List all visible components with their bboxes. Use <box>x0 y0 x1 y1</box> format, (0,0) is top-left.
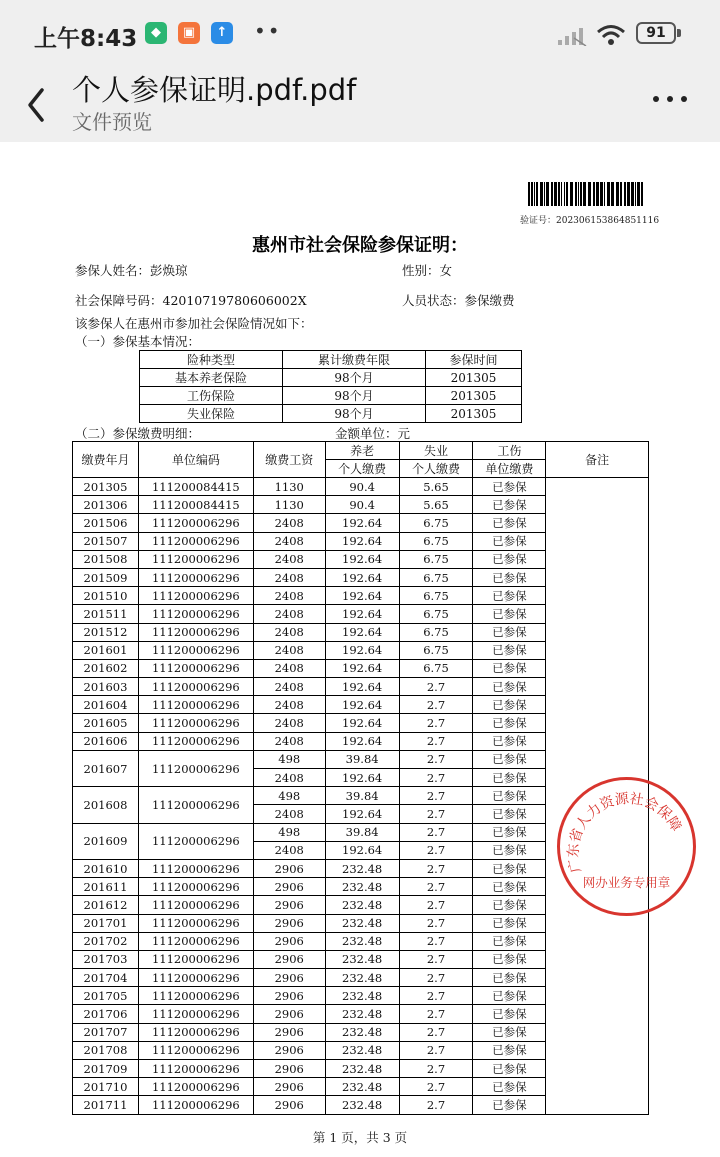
cell-month: 201704 <box>73 969 139 987</box>
cell-month: 201611 <box>73 878 139 896</box>
barcode-bar <box>536 182 538 206</box>
cell-injury: 已参保 <box>473 896 546 914</box>
barcode-bar <box>607 182 610 206</box>
cell-wage: 2906 <box>253 969 325 987</box>
col-header-pension: 养老 <box>325 442 399 460</box>
basic-cell: 201305 <box>426 405 522 423</box>
cell-unemployment: 2.7 <box>399 714 473 732</box>
cell-unit-code: 111200006296 <box>138 532 253 550</box>
cell-pension: 232.48 <box>325 896 399 914</box>
amount-unit: 金额单位：元 <box>335 426 411 441</box>
barcode-bar <box>637 182 640 206</box>
cell-month: 201605 <box>73 714 139 732</box>
barcode-bar <box>624 182 626 206</box>
basic-cell: 失业保险 <box>140 405 283 423</box>
cell-unit-code: 111200006296 <box>138 714 253 732</box>
cell-pension: 192.64 <box>325 641 399 659</box>
cell-month: 201306 <box>73 496 139 514</box>
cell-injury: 已参保 <box>473 550 546 568</box>
barcode-bar <box>583 182 586 206</box>
cell-month: 201508 <box>73 550 139 568</box>
cell-pension: 232.48 <box>325 1060 399 1078</box>
cell-pension: 192.64 <box>325 550 399 568</box>
basic-cell: 98个月 <box>283 369 426 387</box>
section-detail-heading: （二）参保缴费明细： <box>75 426 201 441</box>
more-options-icon[interactable] <box>650 84 690 114</box>
cell-month: 201511 <box>73 605 139 623</box>
cell-pension: 232.48 <box>325 1023 399 1041</box>
cell-wage: 498 <box>253 823 325 841</box>
barcode-bar <box>620 182 622 206</box>
barcode-bar <box>575 182 577 206</box>
cell-unemployment: 2.7 <box>399 841 473 859</box>
cell-injury: 已参保 <box>473 1078 546 1096</box>
cell-unit-code: 111200006296 <box>138 914 253 932</box>
cell-pension: 232.48 <box>325 950 399 968</box>
cell-pension: 232.48 <box>325 1078 399 1096</box>
cell-unemployment: 2.7 <box>399 805 473 823</box>
cell-injury: 已参保 <box>473 787 546 805</box>
cell-wage: 2906 <box>253 859 325 877</box>
battery-icon: 91 <box>636 22 676 44</box>
cell-month: 201705 <box>73 987 139 1005</box>
page-number: 第 1 页，共 3 页 <box>312 1130 408 1145</box>
barcode-bar <box>554 182 557 206</box>
cell-unemployment: 6.75 <box>399 605 473 623</box>
cell-wage: 2408 <box>253 696 325 714</box>
cell-unemployment: 2.7 <box>399 896 473 914</box>
svg-text:广东省人力资源社会保障: 广东省人力资源社会保障 <box>565 790 685 875</box>
cell-pension: 232.48 <box>325 878 399 896</box>
cell-pension: 232.48 <box>325 914 399 932</box>
cell-unemployment: 2.7 <box>399 1023 473 1041</box>
cell-pension: 90.4 <box>325 496 399 514</box>
file-title: 个人参保证明.pdf.pdf <box>72 73 357 107</box>
cell-pension: 39.84 <box>325 823 399 841</box>
cell-unit-code: 111200006296 <box>138 750 253 786</box>
cell-month: 201305 <box>73 478 139 496</box>
cell-unemployment: 2.7 <box>399 950 473 968</box>
cell-wage: 2906 <box>253 1078 325 1096</box>
cell-pension: 192.64 <box>325 605 399 623</box>
cell-month: 201506 <box>73 514 139 532</box>
status-time: 上午8:43 <box>34 26 138 52</box>
cell-pension: 39.84 <box>325 750 399 768</box>
cell-unemployment: 6.75 <box>399 623 473 641</box>
cell-month: 201607 <box>73 750 139 786</box>
cell-injury: 已参保 <box>473 1060 546 1078</box>
social-security-number: 社会保障号码：42010719780606002X <box>75 293 307 308</box>
cell-injury: 已参保 <box>473 987 546 1005</box>
basic-header-row <box>140 351 522 369</box>
cell-wage: 2906 <box>253 1041 325 1059</box>
barcode-bar <box>561 182 562 206</box>
cell-unit-code: 111200006296 <box>138 641 253 659</box>
barcode-bar <box>564 182 565 206</box>
cell-pension: 232.48 <box>325 1041 399 1059</box>
basic-col-header: 参保时间 <box>426 351 522 369</box>
cell-unemployment: 6.75 <box>399 550 473 568</box>
cell-month: 201512 <box>73 623 139 641</box>
basic-cell: 201305 <box>426 387 522 405</box>
cell-unemployment: 2.7 <box>399 1060 473 1078</box>
col-subheader-pension: 个人缴费 <box>325 460 399 478</box>
cell-wage: 2408 <box>253 805 325 823</box>
cell-unit-code: 111200006296 <box>138 1078 253 1096</box>
cell-wage: 1130 <box>253 496 325 514</box>
cell-unemployment: 6.75 <box>399 532 473 550</box>
verification-code: 验证号：20230615386485111​6 <box>520 216 660 226</box>
cell-unit-code: 111200006296 <box>138 950 253 968</box>
cell-wage: 2408 <box>253 769 325 787</box>
cell-unit-code: 111200006296 <box>138 605 253 623</box>
cell-injury: 已参保 <box>473 659 546 677</box>
basic-cell: 98个月 <box>283 405 426 423</box>
status-bar <box>0 0 720 70</box>
basic-row <box>140 405 522 423</box>
cell-unit-code: 111200006296 <box>138 969 253 987</box>
col-header-unemployment: 失业 <box>399 442 473 460</box>
cell-injury: 已参保 <box>473 587 546 605</box>
basic-row <box>140 387 522 405</box>
cell-wage: 2906 <box>253 878 325 896</box>
cell-injury: 已参保 <box>473 805 546 823</box>
cell-wage: 2906 <box>253 1060 325 1078</box>
cell-injury: 已参保 <box>473 605 546 623</box>
upload-app-icon: ↑ <box>211 22 233 44</box>
cell-unit-code: 111200006296 <box>138 1096 253 1114</box>
cell-pension: 39.84 <box>325 787 399 805</box>
insured-name: 参保人姓名：彭焕琼 <box>75 263 188 278</box>
cell-unemployment: 2.7 <box>399 750 473 768</box>
cell-unemployment: 6.75 <box>399 659 473 677</box>
cell-injury: 已参保 <box>473 1041 546 1059</box>
cell-pension: 192.64 <box>325 623 399 641</box>
cell-injury: 已参保 <box>473 1023 546 1041</box>
cell-unit-code: 111200006296 <box>138 696 253 714</box>
barcode-bar <box>596 182 599 206</box>
cell-unemployment: 2.7 <box>399 732 473 750</box>
barcode-bar <box>627 182 630 206</box>
document-title: 惠州市社会保险参保证明： <box>252 235 468 256</box>
cell-month: 201608 <box>73 787 139 823</box>
cell-unit-code: 111200084415 <box>138 496 253 514</box>
intro-text: 该参保人在惠州市参加社会保险情况如下： <box>75 316 313 331</box>
cell-wage: 2408 <box>253 623 325 641</box>
barcode-bar <box>558 182 560 206</box>
cell-wage: 2408 <box>253 732 325 750</box>
cell-pension: 232.48 <box>325 969 399 987</box>
barcode-bar <box>531 182 533 206</box>
col-header-wage: 缴费工资 <box>253 442 325 478</box>
cell-injury: 已参保 <box>473 750 546 768</box>
barcode-bar <box>593 182 595 206</box>
cell-injury: 已参保 <box>473 478 546 496</box>
cell-unit-code: 111200006296 <box>138 514 253 532</box>
shield-app-icon: ◆ <box>145 22 167 44</box>
cell-unit-code: 111200006296 <box>138 932 253 950</box>
cell-wage: 1130 <box>253 478 325 496</box>
cell-injury: 已参保 <box>473 841 546 859</box>
cell-injury: 已参保 <box>473 1005 546 1023</box>
cell-unit-code: 111200006296 <box>138 678 253 696</box>
cell-wage: 2408 <box>253 605 325 623</box>
cell-unemployment: 6.75 <box>399 641 473 659</box>
barcode-bar <box>580 182 582 206</box>
cell-pension: 192.64 <box>325 659 399 677</box>
cell-pension: 232.48 <box>325 859 399 877</box>
cell-wage: 2906 <box>253 1023 325 1041</box>
col-header-injury: 工伤 <box>473 442 546 460</box>
cell-wage: 498 <box>253 787 325 805</box>
cell-month: 201602 <box>73 659 139 677</box>
top-app-bar <box>0 70 720 142</box>
cell-unemployment: 6.75 <box>399 568 473 586</box>
basic-col-header: 险种类型 <box>140 351 283 369</box>
cell-pension: 192.64 <box>325 696 399 714</box>
cell-unit-code: 111200006296 <box>138 1005 253 1023</box>
cell-pension: 232.48 <box>325 987 399 1005</box>
cell-unemployment: 2.7 <box>399 987 473 1005</box>
svg-text:网办业务专用章: 网办业务专用章 <box>582 875 671 890</box>
cell-unit-code: 111200006296 <box>138 1023 253 1041</box>
cell-month: 201507 <box>73 532 139 550</box>
cell-injury: 已参保 <box>473 568 546 586</box>
cell-wage: 2408 <box>253 514 325 532</box>
section-basic-heading: （一）参保基本情况： <box>75 334 201 349</box>
cell-injury: 已参保 <box>473 769 546 787</box>
cell-unemployment: 2.7 <box>399 932 473 950</box>
barcode-bar <box>616 182 619 206</box>
cell-month: 201609 <box>73 823 139 859</box>
barcode-bar <box>641 182 643 206</box>
cell-unemployment: 5.65 <box>399 478 473 496</box>
cell-wage: 2408 <box>253 550 325 568</box>
cell-unemployment: 6.75 <box>399 514 473 532</box>
cell-pension: 192.64 <box>325 678 399 696</box>
cell-unemployment: 2.7 <box>399 823 473 841</box>
barcode-bar <box>631 182 634 206</box>
cell-month: 201709 <box>73 1060 139 1078</box>
barcode-bar <box>546 182 549 206</box>
cell-injury: 已参保 <box>473 932 546 950</box>
col-header-month: 缴费年月 <box>73 442 139 478</box>
cell-month: 201606 <box>73 732 139 750</box>
barcode <box>528 182 645 206</box>
cell-unit-code: 111200084415 <box>138 478 253 496</box>
cell-month: 201509 <box>73 568 139 586</box>
cell-unit-code: 111200006296 <box>138 787 253 823</box>
cell-unit-code: 111200006296 <box>138 823 253 859</box>
barcode-bar <box>604 182 605 206</box>
table-row <box>73 478 649 496</box>
cell-injury: 已参保 <box>473 859 546 877</box>
cell-unit-code: 111200006296 <box>138 568 253 586</box>
cell-unemployment: 2.7 <box>399 696 473 714</box>
cell-pension: 192.64 <box>325 568 399 586</box>
basic-cell: 基本养老保险 <box>140 369 283 387</box>
cell-injury: 已参保 <box>473 914 546 932</box>
cell-month: 201701 <box>73 914 139 932</box>
cell-pension: 192.64 <box>325 714 399 732</box>
cell-pension: 90.4 <box>325 478 399 496</box>
cell-unit-code: 111200006296 <box>138 550 253 568</box>
cell-month: 201702 <box>73 932 139 950</box>
cell-wage: 2408 <box>253 532 325 550</box>
cell-wage: 2408 <box>253 659 325 677</box>
col-subheader-unemployment: 个人缴费 <box>399 460 473 478</box>
cell-month: 201603 <box>73 678 139 696</box>
battery-tip <box>677 29 681 37</box>
basic-row <box>140 369 522 387</box>
cell-month: 201711 <box>73 1096 139 1114</box>
cell-wage: 2408 <box>253 841 325 859</box>
cell-wage: 498 <box>253 750 325 768</box>
signal-icon <box>556 26 588 46</box>
cell-wage: 2408 <box>253 587 325 605</box>
cell-unit-code: 111200006296 <box>138 587 253 605</box>
cell-injury: 已参保 <box>473 696 546 714</box>
cell-wage: 2408 <box>253 678 325 696</box>
cell-injury: 已参保 <box>473 1096 546 1114</box>
cell-wage: 2906 <box>253 914 325 932</box>
cell-pension: 192.64 <box>325 514 399 532</box>
cell-month: 201604 <box>73 696 139 714</box>
cell-injury: 已参保 <box>473 732 546 750</box>
col-header-remark: 备注 <box>546 442 649 478</box>
cell-pension: 192.64 <box>325 841 399 859</box>
wifi-icon <box>596 24 626 46</box>
cell-month: 201710 <box>73 1078 139 1096</box>
cell-unemployment: 2.7 <box>399 1005 473 1023</box>
cell-month: 201706 <box>73 1005 139 1023</box>
cell-month: 201707 <box>73 1023 139 1041</box>
cell-unemployment: 5.65 <box>399 496 473 514</box>
cell-unit-code: 111200006296 <box>138 1041 253 1059</box>
cell-unemployment: 2.7 <box>399 769 473 787</box>
cell-unit-code: 111200006296 <box>138 896 253 914</box>
basic-cell: 98个月 <box>283 387 426 405</box>
cell-month: 201601 <box>73 641 139 659</box>
file-preview-label: 文件预览 <box>72 110 152 134</box>
cell-month: 201510 <box>73 587 139 605</box>
more-notifications-icon: •• <box>254 19 282 43</box>
back-arrow-icon[interactable] <box>22 78 52 128</box>
cell-wage: 2906 <box>253 950 325 968</box>
detail-header-row <box>73 442 649 460</box>
cell-pension: 192.64 <box>325 532 399 550</box>
cell-injury: 已参保 <box>473 878 546 896</box>
cell-injury: 已参保 <box>473 950 546 968</box>
official-seal-stamp <box>555 775 698 918</box>
cell-wage: 2408 <box>253 714 325 732</box>
basic-insurance-table <box>139 350 522 423</box>
cell-month: 201703 <box>73 950 139 968</box>
cell-month: 201610 <box>73 859 139 877</box>
cell-wage: 2906 <box>253 987 325 1005</box>
cell-unit-code: 111200006296 <box>138 859 253 877</box>
barcode-bar <box>551 182 553 206</box>
person-status: 人员状态：参保缴费 <box>402 293 515 308</box>
cell-unemployment: 2.7 <box>399 1096 473 1114</box>
cell-unemployment: 6.75 <box>399 587 473 605</box>
shop-app-icon: ▣ <box>178 22 200 44</box>
cell-wage: 2906 <box>253 1096 325 1114</box>
cell-injury: 已参保 <box>473 678 546 696</box>
basic-cell: 201305 <box>426 369 522 387</box>
cell-unit-code: 111200006296 <box>138 623 253 641</box>
cell-wage: 2408 <box>253 641 325 659</box>
cell-injury: 已参保 <box>473 969 546 987</box>
cell-unit-code: 111200006296 <box>138 732 253 750</box>
cell-injury: 已参保 <box>473 514 546 532</box>
cell-wage: 2906 <box>253 932 325 950</box>
cell-month: 201708 <box>73 1041 139 1059</box>
barcode-bar <box>566 182 568 206</box>
cell-injury: 已参保 <box>473 496 546 514</box>
barcode-bar <box>540 182 543 206</box>
cell-unit-code: 111200006296 <box>138 659 253 677</box>
gender: 性别：女 <box>402 263 453 278</box>
barcode-bar <box>544 182 545 206</box>
cell-pension: 192.64 <box>325 805 399 823</box>
cell-injury: 已参保 <box>473 714 546 732</box>
pdf-page[interactable] <box>0 142 720 1157</box>
cell-unemployment: 2.7 <box>399 1041 473 1059</box>
cell-pension: 192.64 <box>325 587 399 605</box>
cell-pension: 232.48 <box>325 1005 399 1023</box>
cell-injury: 已参保 <box>473 532 546 550</box>
barcode-bar <box>528 182 530 206</box>
cell-wage: 2408 <box>253 568 325 586</box>
cell-wage: 2906 <box>253 896 325 914</box>
cell-unemployment: 2.7 <box>399 787 473 805</box>
cell-unemployment: 2.7 <box>399 914 473 932</box>
barcode-bar <box>600 182 603 206</box>
cell-unemployment: 2.7 <box>399 878 473 896</box>
cell-unit-code: 111200006296 <box>138 878 253 896</box>
barcode-bar <box>578 182 579 206</box>
cell-pension: 232.48 <box>325 932 399 950</box>
col-header-unit-code: 单位编码 <box>138 442 253 478</box>
cell-injury: 已参保 <box>473 823 546 841</box>
cell-injury: 已参保 <box>473 641 546 659</box>
cell-unemployment: 2.7 <box>399 969 473 987</box>
cell-unit-code: 111200006296 <box>138 1060 253 1078</box>
cell-unemployment: 2.7 <box>399 1078 473 1096</box>
barcode-bar <box>588 182 591 206</box>
basic-cell: 工伤保险 <box>140 387 283 405</box>
cell-unit-code: 111200006296 <box>138 987 253 1005</box>
cell-pension: 232.48 <box>325 1096 399 1114</box>
barcode-bar <box>611 182 614 206</box>
barcode-bar <box>570 182 573 206</box>
cell-pension: 192.64 <box>325 732 399 750</box>
cell-injury: 已参保 <box>473 623 546 641</box>
col-subheader-injury: 单位缴费 <box>473 460 546 478</box>
cell-month: 201612 <box>73 896 139 914</box>
barcode-bar <box>635 182 636 206</box>
cell-unemployment: 2.7 <box>399 678 473 696</box>
cell-wage: 2906 <box>253 1005 325 1023</box>
barcode-bar <box>534 182 535 206</box>
cell-pension: 192.64 <box>325 769 399 787</box>
basic-col-header: 累计缴费年限 <box>283 351 426 369</box>
cell-unemployment: 2.7 <box>399 859 473 877</box>
